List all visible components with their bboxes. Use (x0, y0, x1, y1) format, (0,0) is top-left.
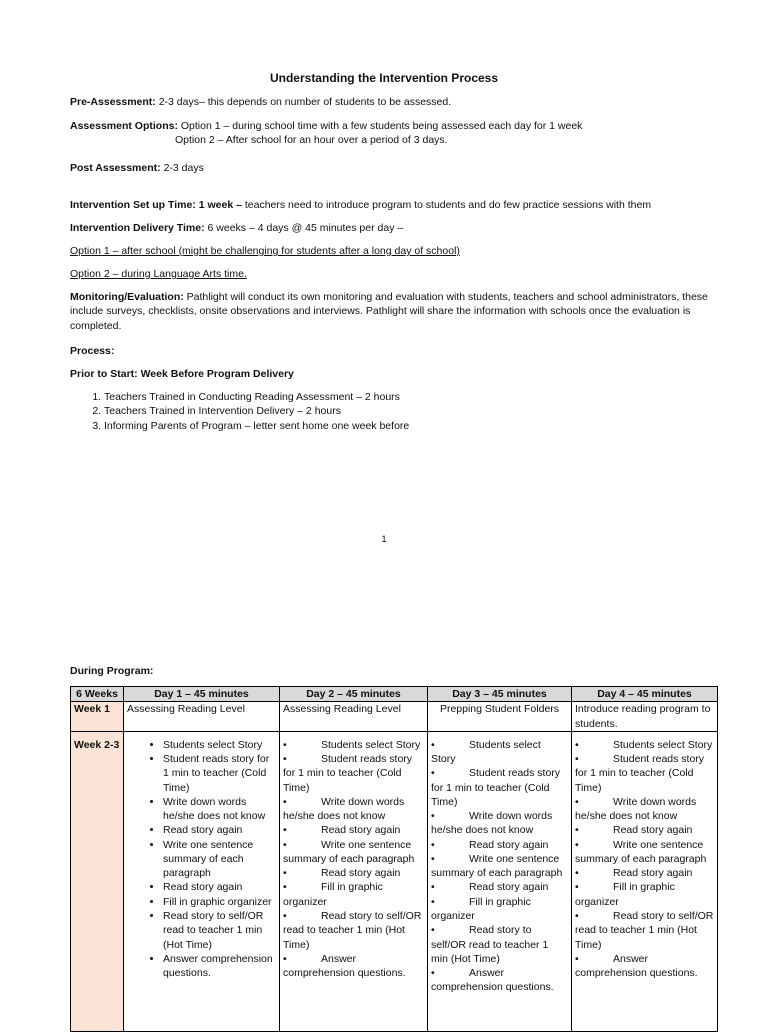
list-item (283, 752, 424, 795)
list-item (431, 852, 568, 881)
bullet-icon: • (431, 895, 435, 908)
list-item (575, 795, 714, 824)
assessment-option-2: Option 2 – After school for an hour over a period of 3 days. (175, 134, 448, 147)
bullet-icon: • (575, 738, 579, 751)
list-item (283, 909, 424, 952)
delivery-option-2 (70, 267, 716, 281)
list-item: • Write down words he/she does not know (163, 795, 276, 824)
week-1-day-1: Assessing Reading Level (124, 702, 280, 732)
schedule-table (70, 686, 718, 1032)
delivery-option-1-text: Option 1 – after school (might be challenging for students after a long day of school) (70, 245, 460, 257)
bullet-icon: • (431, 838, 435, 851)
list-item: • Read story again (163, 823, 276, 837)
list-item (283, 795, 424, 824)
pre-assessment-line (70, 95, 716, 109)
table-header-row (71, 687, 718, 702)
header-day-2: Day 2 – 45 minutes (280, 687, 428, 702)
week-1-day-4: Introduce reading program to students. (572, 702, 718, 732)
bullet-icon: • (431, 881, 435, 894)
prior-step: 2. Teachers Trained in Intervention Delivery – 2 hours (104, 404, 716, 418)
list-item-text: Fill in graphic organizer (575, 881, 675, 908)
assessment-option-1: Option 1 – during school time with a few students being assessed each day for 1 week (177, 120, 583, 132)
list-item-text: Student reads story for 1 min to teacher (Cold Time) (575, 753, 705, 794)
week-1-day-2: Assessing Reading Level (280, 702, 428, 732)
delivery-option-1 (70, 244, 716, 258)
list-item: • Read story again (163, 880, 276, 894)
list-item-text: Read story again (321, 867, 401, 880)
list-item-text: Write one sentence summary of each paragraph (431, 852, 563, 880)
table-row-week-1 (71, 702, 718, 732)
table-row-week-2-3 (71, 731, 718, 1031)
list-item (575, 866, 714, 880)
during-label-text: During Program: (70, 665, 154, 677)
prior-steps-list (70, 390, 716, 433)
list-item-text: Students select Story (613, 738, 713, 751)
list-item (575, 738, 714, 752)
list-item (431, 809, 568, 838)
list-item (431, 966, 568, 995)
monitoring-text: Pathlight will conduct its own monitoring and evaluation with students, teachers and school administrators, these include surveys, checklists, onsite observations and interviews. Pathlight will share the information with schools once the evaluation is completed. (70, 291, 708, 332)
list-item-text: Answer comprehension questions. (575, 952, 698, 980)
post-assessment-text: 2-3 days (160, 162, 204, 174)
list-item-text: Students select Story (321, 738, 421, 751)
process-label-text: Process: (70, 345, 115, 357)
list-item-text: Read story to self/OR read to teacher 1 min (Hot Time) (283, 909, 422, 951)
document-title: Understanding the Intervention Process (269, 71, 499, 85)
list-item (283, 952, 424, 981)
list-item-text: Fill in graphic organizer (283, 881, 383, 908)
list-item-text: Fill in graphic organizer (431, 895, 531, 922)
bullet-icon: • (431, 767, 435, 780)
week-2-3-day-4 (572, 731, 718, 1031)
list-item-text: Read story to self/OR read to teacher 1 min (Hot Time) (431, 924, 549, 965)
header-day-1: Day 1 – 45 minutes (124, 687, 280, 702)
list-item-text: Read story again (321, 824, 401, 837)
list-item: • Answer comprehension questions. (163, 952, 276, 981)
prior-step: 3. Informing Parents of Program – letter sent home one week before (104, 419, 716, 433)
bullet-icon: • (431, 924, 435, 937)
list-item-text: Read story again (613, 867, 693, 880)
list-item (431, 880, 568, 894)
bullet-icon: • (283, 795, 287, 808)
bullet-icon: • (283, 881, 287, 894)
monitoring-label: Monitoring/Evaluation: (70, 291, 184, 303)
list-item-text: Read story again (469, 881, 549, 894)
list-item (283, 866, 424, 880)
list-item (575, 880, 714, 909)
post-assessment-label: Post Assessment: (70, 162, 161, 174)
bullet-icon: • (283, 909, 287, 922)
process-label (70, 344, 716, 358)
list-item: • Student reads story for 1 min to teacher (Cold Time) (163, 752, 276, 795)
bullet-icon: • (283, 838, 287, 851)
page-number: 1 (381, 534, 387, 544)
prior-label-text: Prior to Start: Week Before Program Delivery (70, 368, 294, 380)
setup-line (70, 198, 716, 212)
list-item-text: Read story again (613, 824, 693, 837)
bullet-icon: • (575, 824, 579, 837)
bullet-icon: • (575, 753, 579, 766)
bullet-icon: • (575, 909, 579, 922)
assessment-options-label: Assessment Options: (70, 120, 178, 132)
delivery-option-2-text: Option 2 – during Language Arts time. (70, 268, 247, 280)
bullet-icon: • (575, 952, 579, 965)
bullet-icon: • (283, 738, 287, 751)
list-item (431, 738, 568, 767)
monitoring-paragraph (70, 290, 716, 333)
week-2-3-label: Week 2-3 (71, 731, 124, 1031)
bullet-icon: • (575, 795, 579, 808)
list-item-text: Answer comprehension questions. (283, 952, 406, 980)
list-item-text: Write one sentence summary of each paragraph (575, 838, 707, 865)
list-item-text: Answer comprehension questions. (431, 967, 554, 994)
list-item (575, 909, 714, 952)
pre-assessment-label: Pre-Assessment: (70, 96, 156, 108)
list-item (575, 838, 714, 867)
list-item (575, 752, 714, 795)
list-item-text: Write down words he/she does not know (283, 795, 405, 823)
prior-step: 1. Teachers Trained in Conducting Reading Assessment – 2 hours (104, 390, 716, 404)
bullet-icon: • (431, 810, 435, 823)
list-item-text: Students select Story (431, 738, 541, 766)
list-item (431, 923, 568, 966)
day-1-bullet-list (127, 738, 276, 981)
week-1-day-3: Prepping Student Folders (428, 702, 572, 732)
pre-assessment-text: 2-3 days– this depends on number of students to be assessed. (155, 96, 452, 108)
list-item: • Fill in graphic organizer (163, 895, 276, 909)
list-item: • Write one sentence summary of each paragraph (163, 838, 276, 881)
list-item (283, 838, 424, 867)
post-assessment-line (70, 161, 716, 175)
header-weeks: 6 Weeks (71, 687, 124, 702)
bullet-icon: • (431, 738, 435, 751)
list-item: • Students select Story (163, 738, 276, 752)
delivery-text: 6 weeks – 4 days @ 45 minutes per day – (204, 222, 404, 234)
list-item-text: Student reads story for 1 min to teacher (Cold Time) (431, 767, 561, 808)
bullet-icon: • (431, 852, 435, 865)
week-2-3-day-2 (280, 731, 428, 1031)
week-2-3-day-1 (124, 731, 280, 1031)
list-item: • Read story to self/OR read to teacher 1 min (Hot Time) (163, 909, 276, 952)
list-item (431, 838, 568, 852)
list-item-text: Student reads story for 1 min to teacher (Cold Time) (283, 753, 413, 794)
bullet-icon: • (575, 838, 579, 851)
week-2-3-day-3 (428, 731, 572, 1031)
list-item (431, 895, 568, 924)
bullet-icon: • (575, 867, 579, 880)
list-item (283, 738, 424, 752)
list-item-text: Read story again (469, 838, 549, 851)
list-item (431, 766, 568, 809)
bullet-icon: • (283, 824, 287, 837)
delivery-label: Intervention Delivery Time: (70, 222, 205, 234)
list-item (283, 880, 424, 909)
setup-text: teachers need to introduce program to students and do few practice sessions with them (241, 199, 652, 211)
list-item (575, 952, 714, 981)
bullet-icon: • (431, 967, 435, 980)
list-item-text: Read story to self/OR read to teacher 1 min (Hot Time) (575, 909, 714, 951)
list-item-text: Write down words he/she does not know (575, 795, 697, 823)
week-1-label: Week 1 (71, 702, 124, 732)
prior-label (70, 367, 716, 381)
header-day-4: Day 4 – 45 minutes (572, 687, 718, 702)
assessment-options (70, 119, 716, 148)
bullet-icon: • (283, 867, 287, 880)
bullet-icon: • (575, 881, 579, 894)
bullet-icon: • (283, 753, 287, 766)
delivery-line (70, 221, 716, 235)
list-item-text: Write down words he/she does not know (431, 810, 553, 837)
list-item (575, 823, 714, 837)
list-item-text: Write one sentence summary of each paragraph (283, 838, 415, 865)
header-day-3: Day 3 – 45 minutes (428, 687, 572, 702)
bullet-icon: • (283, 952, 287, 965)
during-label (70, 664, 716, 678)
setup-label: Intervention Set up Time: 1 week – (70, 199, 242, 211)
list-item (283, 823, 424, 837)
